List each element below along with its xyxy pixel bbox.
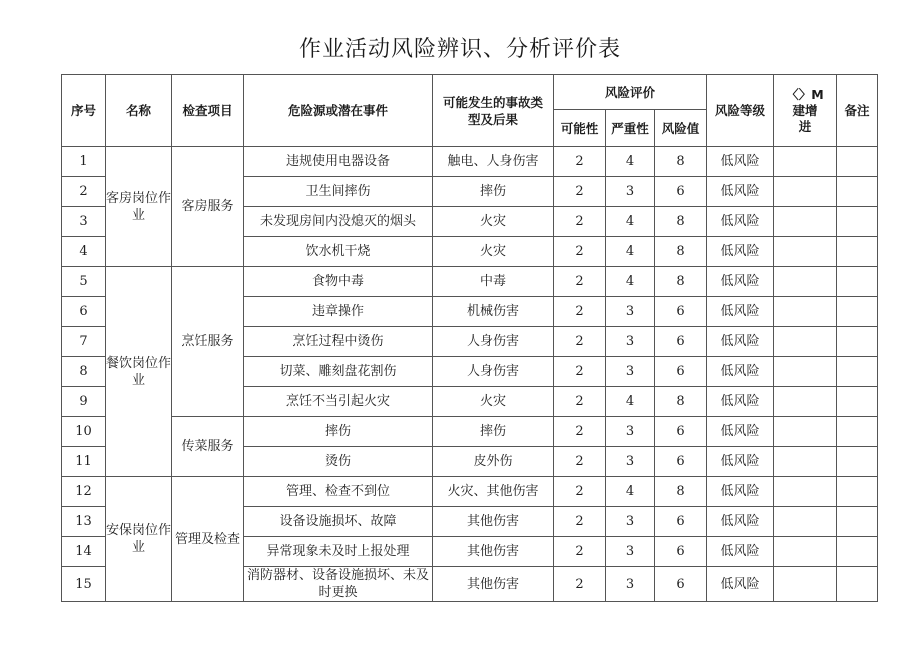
row-risk-value: 8: [655, 267, 707, 297]
row-remark: [837, 387, 878, 417]
row-possibility: 2: [554, 237, 606, 267]
row-severity: 4: [606, 387, 655, 417]
row-seq: 2: [62, 177, 106, 207]
row-risk-value: 6: [655, 537, 707, 567]
row-possibility: 2: [554, 207, 606, 237]
row-possibility: 2: [554, 297, 606, 327]
row-hazard: 违章操作: [244, 297, 433, 327]
header-remark: 备注: [837, 75, 878, 147]
row-consequence: 人身伤害: [433, 327, 554, 357]
header-risk-level: 风险等级: [707, 75, 774, 147]
header-hazard: 危险源或潜在事件: [244, 75, 433, 147]
row-severity: 3: [606, 447, 655, 477]
row-possibility: 2: [554, 537, 606, 567]
row-risk-level: 低风险: [707, 207, 774, 237]
row-possibility: 2: [554, 387, 606, 417]
row-suggestion: [774, 207, 837, 237]
row-risk-value: 6: [655, 327, 707, 357]
row-possibility: 2: [554, 177, 606, 207]
row-remark: [837, 207, 878, 237]
row-severity: 3: [606, 357, 655, 387]
row-possibility: 2: [554, 417, 606, 447]
row-consequence: 触电、人身伤害: [433, 147, 554, 177]
header-severity: 严重性: [606, 110, 655, 147]
row-hazard: 未发现房间内没熄灭的烟头: [244, 207, 433, 237]
row-risk-level: 低风险: [707, 357, 774, 387]
row-remark: [837, 417, 878, 447]
row-consequence: 火灾、其他伤害: [433, 477, 554, 507]
row-seq: 3: [62, 207, 106, 237]
row-severity: 4: [606, 237, 655, 267]
row-seq: 10: [62, 417, 106, 447]
row-remark: [837, 357, 878, 387]
row-suggestion: [774, 327, 837, 357]
row-remark: [837, 327, 878, 357]
row-risk-level: 低风险: [707, 327, 774, 357]
row-hazard: 消防器材、设备设施损坏、未及时更换: [244, 567, 433, 602]
row-risk-value: 8: [655, 147, 707, 177]
row-remark: [837, 177, 878, 207]
row-hazard: 异常现象未及时上报处理: [244, 537, 433, 567]
row-seq: 1: [62, 147, 106, 177]
row-seq: 8: [62, 357, 106, 387]
row-possibility: 2: [554, 507, 606, 537]
row-risk-value: 6: [655, 177, 707, 207]
row-risk-value: 8: [655, 207, 707, 237]
row-seq: 6: [62, 297, 106, 327]
row-hazard: 切菜、雕刻盘花割伤: [244, 357, 433, 387]
row-severity: 3: [606, 537, 655, 567]
row-hazard: 设备设施损坏、故障: [244, 507, 433, 537]
row-seq: 5: [62, 267, 106, 297]
row-possibility: 2: [554, 357, 606, 387]
table-row: [62, 267, 878, 297]
row-risk-level: 低风险: [707, 507, 774, 537]
row-risk-level: 低风险: [707, 177, 774, 207]
row-suggestion: [774, 237, 837, 267]
row-risk-level: 低风险: [707, 267, 774, 297]
row-remark: [837, 297, 878, 327]
table-row: [62, 147, 878, 177]
row-suggestion: [774, 267, 837, 297]
row-seq: 9: [62, 387, 106, 417]
row-seq: 13: [62, 507, 106, 537]
row-risk-level: 低风险: [707, 237, 774, 267]
row-seq: 7: [62, 327, 106, 357]
row-hazard: 卫生间摔伤: [244, 177, 433, 207]
row-seq: 11: [62, 447, 106, 477]
row-consequence: 摔伤: [433, 177, 554, 207]
row-seq: 14: [62, 537, 106, 567]
header-possibility: 可能性: [554, 110, 606, 147]
header-suggestion-line1: 〈〉M建增: [786, 86, 824, 118]
risk-table: [61, 74, 878, 602]
row-consequence: 其他伤害: [433, 567, 554, 602]
row-risk-level: 低风险: [707, 447, 774, 477]
row-remark: [837, 147, 878, 177]
row-possibility: 2: [554, 447, 606, 477]
row-remark: [837, 447, 878, 477]
row-risk-level: 低风险: [707, 297, 774, 327]
row-consequence: 中毒: [433, 267, 554, 297]
row-remark: [837, 267, 878, 297]
page-title: 作业活动风险辨识、分析评价表: [298, 37, 621, 62]
row-risk-value: 6: [655, 567, 707, 602]
row-seq: 4: [62, 237, 106, 267]
row-severity: 3: [606, 177, 655, 207]
row-risk-level: 低风险: [707, 417, 774, 447]
row-risk-value: 8: [655, 237, 707, 267]
row-consequence: 火灾: [433, 237, 554, 267]
row-severity: 3: [606, 297, 655, 327]
row-suggestion: [774, 387, 837, 417]
row-remark: [837, 537, 878, 567]
row-hazard: 烫伤: [244, 447, 433, 477]
row-possibility: 2: [554, 327, 606, 357]
row-severity: 3: [606, 417, 655, 447]
row-risk-value: 8: [655, 477, 707, 507]
row-possibility: 2: [554, 567, 606, 602]
row-consequence: 火灾: [433, 387, 554, 417]
row-consequence: 机械伤害: [433, 297, 554, 327]
header-suggestion-line2: 进: [798, 118, 812, 134]
header-name: 名称: [106, 75, 172, 147]
header-risk-value: 风险值: [655, 110, 707, 147]
check-item: 管理及检查: [172, 477, 244, 602]
row-severity: 3: [606, 567, 655, 602]
table-row: [62, 417, 878, 447]
header-consequence: 可能发生的事故类型及后果: [433, 75, 554, 147]
row-risk-value: 8: [655, 387, 707, 417]
row-possibility: 2: [554, 147, 606, 177]
row-suggestion: [774, 447, 837, 477]
row-suggestion: [774, 297, 837, 327]
row-risk-value: 6: [655, 447, 707, 477]
risk-table-body: [62, 147, 878, 602]
row-suggestion: [774, 477, 837, 507]
row-seq: 12: [62, 477, 106, 507]
row-risk-value: 6: [655, 507, 707, 537]
row-consequence: 其他伤害: [433, 507, 554, 537]
row-seq: 15: [62, 567, 106, 602]
row-severity: 4: [606, 207, 655, 237]
row-consequence: 皮外伤: [433, 447, 554, 477]
header-evaluation: 风险评价: [554, 75, 707, 110]
row-hazard: 摔伤: [244, 417, 433, 447]
row-suggestion: [774, 567, 837, 602]
row-consequence: 摔伤: [433, 417, 554, 447]
table-row: [62, 477, 878, 507]
row-severity: 3: [606, 507, 655, 537]
row-hazard: 食物中毒: [244, 267, 433, 297]
row-severity: 3: [606, 327, 655, 357]
group-name: 餐饮岗位作业: [106, 267, 172, 477]
row-suggestion: [774, 357, 837, 387]
row-remark: [837, 567, 878, 602]
header-suggestion: [774, 75, 837, 147]
header-seq: 序号: [62, 75, 106, 147]
row-suggestion: [774, 507, 837, 537]
row-possibility: 2: [554, 477, 606, 507]
row-risk-level: 低风险: [707, 387, 774, 417]
check-item: 客房服务: [172, 147, 244, 267]
row-hazard: 饮水机干烧: [244, 237, 433, 267]
group-name: 安保岗位作业: [106, 477, 172, 602]
row-remark: [837, 507, 878, 537]
row-severity: 4: [606, 267, 655, 297]
row-remark: [837, 477, 878, 507]
row-hazard: 烹饪过程中烫伤: [244, 327, 433, 357]
row-risk-value: 6: [655, 417, 707, 447]
row-risk-value: 6: [655, 297, 707, 327]
row-consequence: 火灾: [433, 207, 554, 237]
row-hazard: 违规使用电器设备: [244, 147, 433, 177]
row-suggestion: [774, 537, 837, 567]
row-risk-level: 低风险: [707, 477, 774, 507]
row-suggestion: [774, 417, 837, 447]
row-risk-value: 6: [655, 357, 707, 387]
row-severity: 4: [606, 477, 655, 507]
row-suggestion: [774, 147, 837, 177]
row-severity: 4: [606, 147, 655, 177]
row-risk-level: 低风险: [707, 147, 774, 177]
row-remark: [837, 237, 878, 267]
check-item: 传菜服务: [172, 417, 244, 477]
check-item: 烹饪服务: [172, 267, 244, 417]
row-suggestion: [774, 177, 837, 207]
row-hazard: 管理、检查不到位: [244, 477, 433, 507]
row-risk-level: 低风险: [707, 567, 774, 602]
row-hazard: 烹饪不当引起火灾: [244, 387, 433, 417]
group-name: 客房岗位作业: [106, 147, 172, 267]
row-consequence: 其他伤害: [433, 537, 554, 567]
row-possibility: 2: [554, 267, 606, 297]
row-risk-level: 低风险: [707, 537, 774, 567]
header-item: 检查项目: [172, 75, 244, 147]
row-consequence: 人身伤害: [433, 357, 554, 387]
